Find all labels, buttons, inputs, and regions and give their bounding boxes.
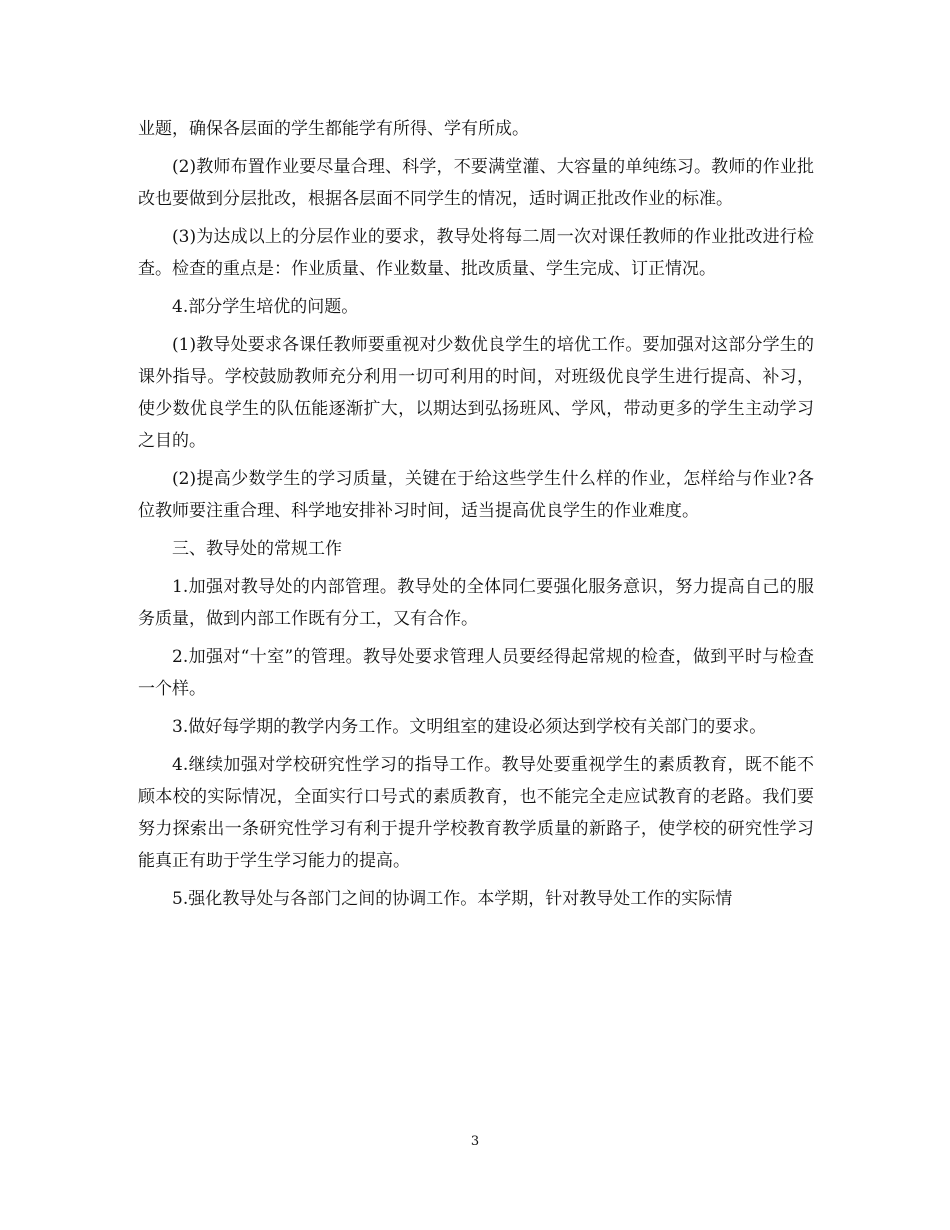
paragraph: (3)为达成以上的分层作业的要求，教导处将每二周一次对课任教师的作业批改进行检查。检查的重点是：作业质量、作业数量、批改质量、学生完成、订正情况。: [138, 227, 814, 279]
page-number: 3: [470, 1134, 480, 1149]
paragraph: (2)提高少数学生的学习质量，关键在于给这些学生什么样的作业，怎样给与作业?各位教师要注重合理、科学地安排补习时间，适当提高优良学生的作业难度。: [138, 469, 814, 521]
paragraph: 1.加强对教导处的内部管理。教导处的全体同仁要强化服务意识，努力提高自己的服务质量，做到内部工作既有分工，又有合作。: [138, 577, 814, 629]
paragraph: 2.加强对“十室”的管理。教导处要求管理人员要经得起常规的检查，做到平时与检查一个样。: [138, 647, 814, 699]
paragraph: 3.做好每学期的教学内务工作。文明组室的建设必须达到学校有关部门的要求。: [172, 717, 767, 737]
document-body: [138, 113, 814, 921]
section-heading: 三、教导处的常规工作: [172, 539, 342, 559]
paragraph: (2)教师布置作业要尽量合理、科学，不要满堂灌、大容量的单纯练习。教师的作业批改也要做到分层批改，根据各层面不同学生的情况，适时调正批改作业的标准。: [138, 157, 814, 209]
paragraph: 4.继续加强对学校研究性学习的指导工作。教导处要重视学生的素质教育，既不能不顾本校的实际情况，全面实行口号式的素质教育，也不能完全走应试教育的老路。我们要努力探索出一条研究性学习有利于提升学校教育教学质量的新路子，使学校的研究性学习能真正有助于学生学习能力的提高。: [138, 755, 814, 871]
paragraph: 5.强化教导处与各部门之间的协调工作。本学期，针对教导处工作的实际情: [172, 889, 733, 909]
paragraph-continued: 业题，确保各层面的学生都能学有所得、学有所成。: [138, 119, 529, 139]
section-subheading: 4.部分学生培优的问题。: [172, 297, 359, 317]
paragraph: (1)教导处要求各课任教师要重视对少数优良学生的培优工作。要加强对这部分学生的课外指导。学校鼓励教师充分利用一切可利用的时间，对班级优良学生进行提高、补习，使少数优良学生的队伍能逐渐扩大，以期达到弘扬班风、学风，带动更多的学生主动学习之目的。: [138, 335, 814, 451]
